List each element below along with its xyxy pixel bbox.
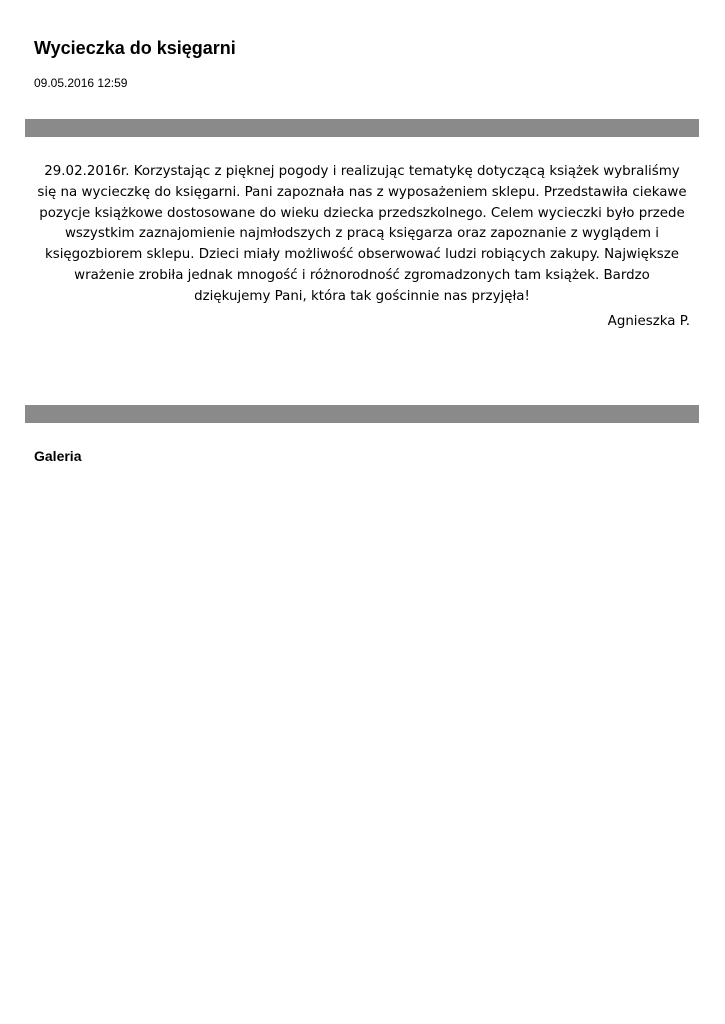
article-body: 29.02.2016r. Korzystając z pięknej pogody i realizując tematykę dotyczącą książek wybraliśmy się na wycieczkę do księgarni. Pani zapoznała nas z wyposażeniem sklepu. Przedstawiła ciekawe pozycje książkowe dostosowane do wieku dziecka przedszkolnego. Celem wycieczki było przede wszystkim zaznajomienie najmłodszych z pracą księgarza oraz zapoznanie z wyglądem i księgozbiorem sklepu. Dzieci miały możliwość obserwować ludzi robiących zakupy. Największe wrażenie zrobiła jednak mnogość i różnorodność zgromadzonych tam książek. Bardzo dziękujemy Pani, która tak gościnnie nas przyjęła!: [37, 164, 687, 304]
gallery-heading: Galeria: [34, 448, 82, 464]
article-title: Wycieczka do księgarni: [34, 38, 236, 58]
divider-bar-bottom: [25, 405, 699, 423]
article-date: 09.05.2016 12:59: [34, 76, 128, 90]
article-author: Agnieszka P.: [607, 314, 690, 329]
divider-bar-top: [25, 119, 699, 137]
